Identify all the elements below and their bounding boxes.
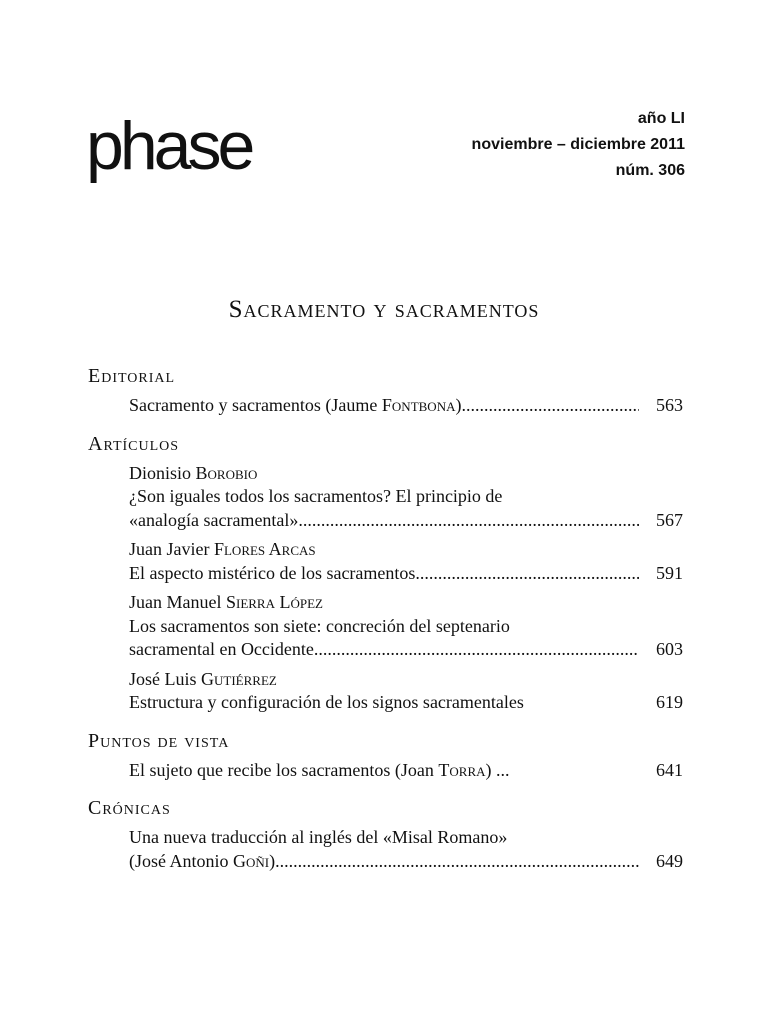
dot-leader (461, 394, 639, 418)
toc-entry[interactable] (129, 462, 683, 533)
entry-author-surname: Fontbona (381, 395, 456, 415)
toc-entry-line (129, 562, 683, 586)
entry-author-surname: Borobio (195, 462, 258, 483)
toc-entry[interactable] (129, 394, 683, 418)
entry-author-surname: Flores Arcas (213, 539, 316, 559)
entry-author: Juan Manuel Sierra López (129, 592, 323, 612)
section-heading-articulos: Artículos (88, 432, 180, 455)
toc-entry-line (129, 759, 683, 783)
entry-page-number: 563 (656, 395, 683, 415)
toc-entry-line (129, 394, 683, 418)
issue-info (472, 106, 685, 184)
entry-author-surname: Gutiérrez (201, 668, 277, 689)
dot-leader (314, 638, 639, 662)
entry-page-number: 649 (656, 850, 683, 871)
toc-entry[interactable] (129, 591, 683, 662)
entry-author-surname: Sierra López (225, 592, 323, 612)
entry-author-surname: Goñi (233, 850, 270, 871)
section-heading-editorial: Editorial (88, 365, 176, 387)
entry-title-line: Una nueva traducción al inglés del «Misal Romano» (129, 827, 508, 847)
entry-author: José Luis Gutiérrez (129, 668, 277, 689)
entry-page-number: 591 (656, 562, 683, 583)
entry-author-surname: Torra (438, 759, 486, 780)
entry-author: Dionisio Borobio (129, 462, 258, 483)
entry-page-number: 619 (656, 692, 683, 712)
section-heading-cronicas: Crónicas (88, 797, 171, 819)
entry-title: El sujeto que recibe los sacramentos (Joan Torra) ... (129, 759, 510, 780)
table-of-contents (88, 362, 683, 879)
journal-logo: phase (86, 108, 252, 184)
toc-entry-line (129, 509, 683, 533)
section-heading-puntos-de-vista: Puntos de vista (88, 729, 230, 752)
entry-title: Sacramento y sacramentos (Jaume Fontbona) (129, 395, 462, 415)
toc-entry[interactable] (129, 759, 683, 783)
dot-leader (275, 850, 639, 874)
toc-entry[interactable] (129, 668, 683, 715)
issue-year: año LI (637, 110, 685, 127)
entry-title-line: Los sacramentos son siete: concreción del septenario (129, 615, 510, 636)
entry-title-line: ¿Son iguales todos los sacramentos? El principio de (129, 486, 503, 506)
short-leader: ... (491, 759, 510, 780)
entry-author: Juan Javier Flores Arcas (129, 539, 316, 559)
dot-leader (298, 509, 639, 533)
toc-entry[interactable] (129, 826, 683, 873)
entry-title: «analogía sacramental» (129, 509, 299, 530)
entry-title: El aspecto mistérico de los sacramentos (129, 562, 416, 583)
toc-entry-line (129, 850, 683, 874)
issue-number: núm. 306 (615, 162, 685, 179)
entry-page-number: 641 (656, 759, 683, 780)
issue-date: noviembre – diciembre 2011 (471, 136, 685, 153)
issue-title: Sacramento y sacramentos (228, 296, 540, 323)
toc-entry-line (129, 691, 683, 715)
entry-page-number: 603 (656, 639, 683, 659)
entry-title: sacramental en Occidente (129, 639, 314, 659)
entry-title: (José Antonio Goñi) (129, 850, 276, 871)
entry-page-number: 567 (656, 509, 683, 530)
toc-entry-line (129, 638, 683, 662)
dot-leader (415, 562, 639, 586)
toc-entry[interactable] (129, 538, 683, 585)
entry-title: Estructura y configuración de los signos sacramentales (129, 692, 524, 712)
